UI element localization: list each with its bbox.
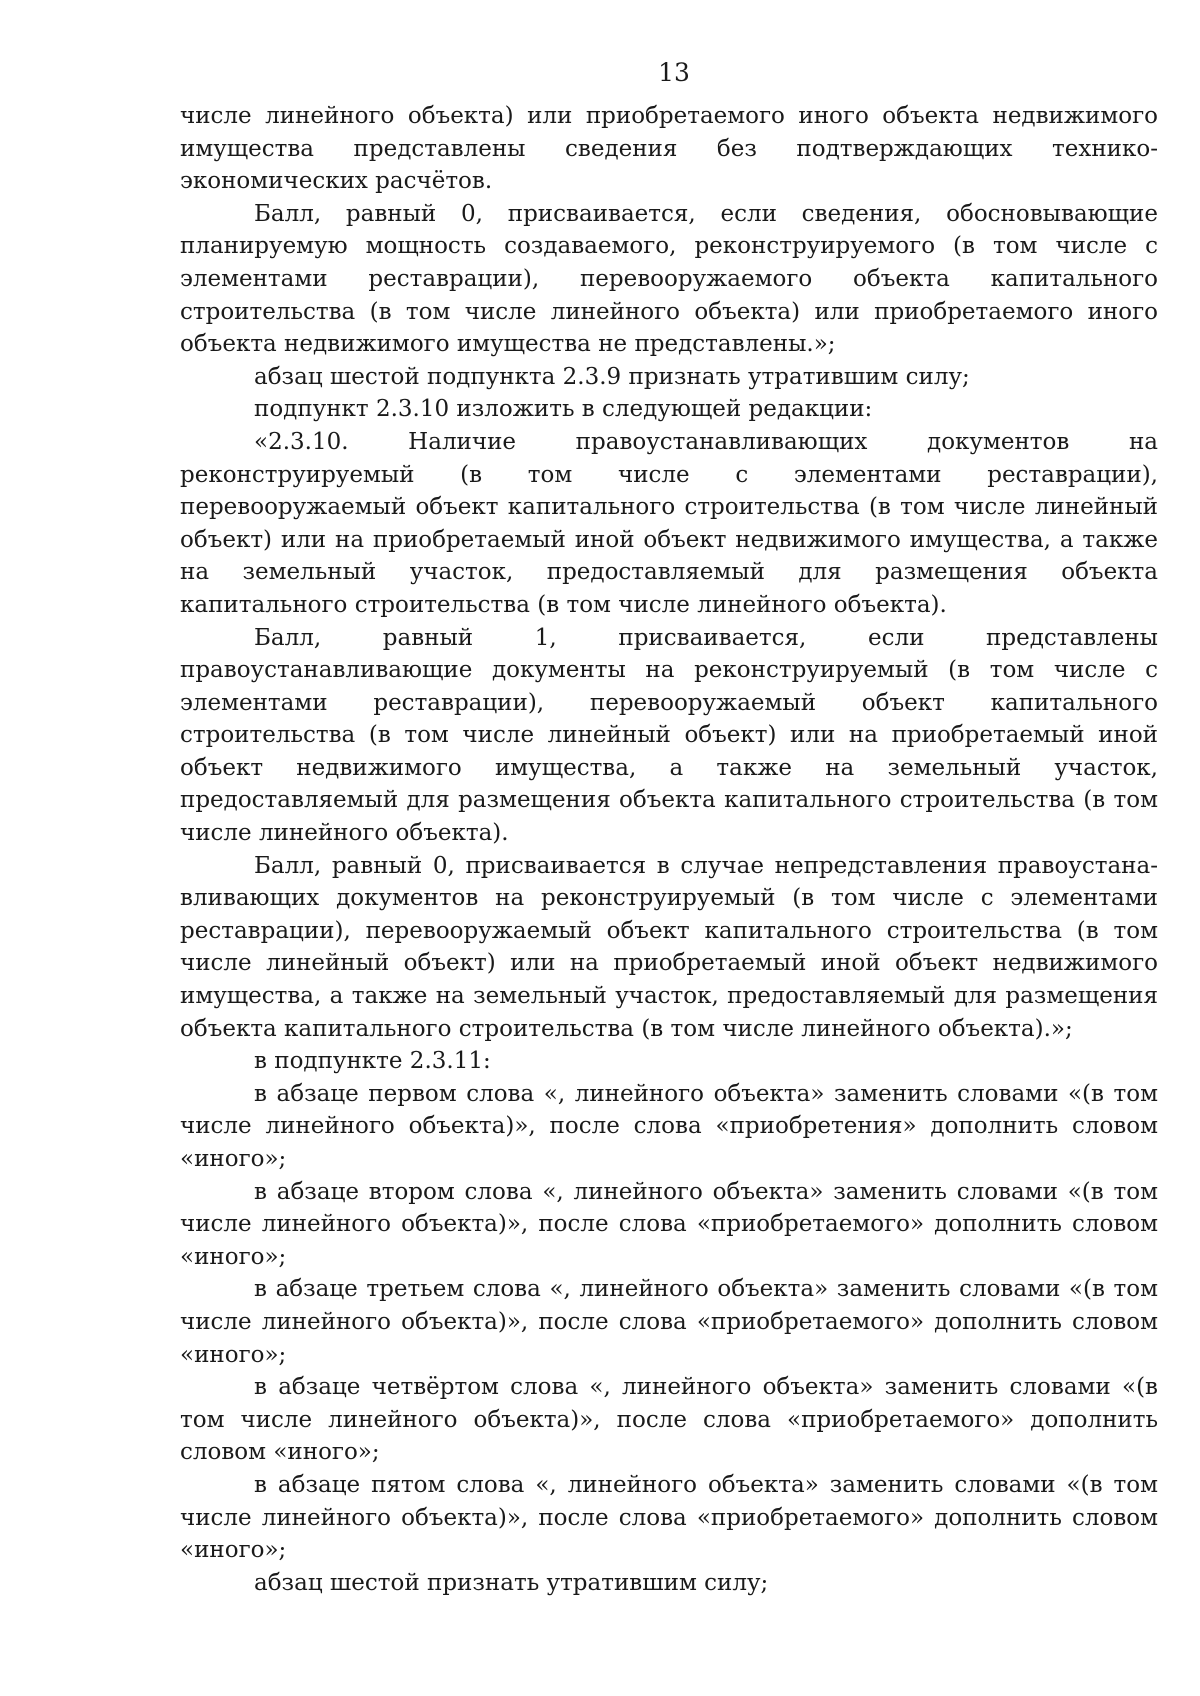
paragraph: в абзаце втором слова «, линейного объекта» заменить словами «(в том числе линейного объекта)», после слова «приобретаемого» дополнить словом «иного»;	[180, 1178, 1158, 1270]
paragraph-continuation: числе линейного объекта) или приобретаемого иного объекта недвижимого имущества представлены сведения без подтверждающих технико-экономических расчётов.	[180, 103, 1158, 195]
paragraph: подпункт 2.3.10 изложить в следующей редакции:	[254, 396, 873, 423]
paragraph: абзац шестой подпункта 2.3.9 признать утратившим силу;	[254, 363, 970, 390]
paragraph: в абзаце третьем слова «, линейного объекта» заменить словами «(в том числе линейного объекта)», после слова «приобретаемого» дополнить словом «иного»;	[180, 1276, 1158, 1368]
paragraph: в абзаце четвёртом слова «, линейного объекта» заменить словами «(в том числе линейного объекта)», после слова «приобретаемого» дополнить словом «иного»;	[180, 1374, 1158, 1466]
document-body	[180, 100, 1158, 1599]
paragraph: в абзаце первом слова «, линейного объекта» заменить словами «(в том числе линейного объекта)», после слова «приобретения» дополнить словом «иного»;	[180, 1080, 1158, 1172]
paragraph: в подпункте 2.3.11:	[254, 1048, 491, 1075]
paragraph: Балл, равный 1, присваивается, если представлены правоустанавливающие документы на реконструируемый (в том числе с элементами реставрации), перевооружаемый объект капитального строительства (в том числе линейный объект) или на приобретаемый иной объект недвижимого имущества, а также на земельный участок, предоставляемый для размещения объекта капитального строительства (в том числе линейного объекта).	[180, 624, 1158, 847]
paragraph: абзац шестой признать утратившим силу;	[254, 1569, 769, 1596]
paragraph: Балл, равный 0, присваивается в случае непредставления правоустанавливающих документов на реконструируемый (в том числе с элементами реставрации), перевооружаемый объект капитального строительства (в том числе линейный объект) или на приобретаемый иной объект недвижимого имущества, а также на земельный участок, предоставляемый для размещения объекта капитального строительства (в том числе линейного объекта).»;	[180, 852, 1158, 1042]
paragraph: «2.3.10. Наличие правоустанавливающих документов на реконструируемый (в том числе с элементами реставрации), перевооружаемый объект капитального строительства (в том числе линейный объект) или на приобретаемый иной объект недвижимого имущества, а также на земельный участок, предоставляемый для размещения объекта капитального строительства (в том числе линейного объекта).	[180, 428, 1158, 618]
paragraph: Балл, равный 0, присваивается, если сведения, обосновывающие планируемую мощность создаваемого, реконструируемого (в том числе с элементами реставрации), перевооружаемого объекта капитального строительства (в том числе линейного объекта) или приобретаемого иного объекта недвижимого имущества не представлены.»;	[180, 200, 1158, 358]
paragraph: в абзаце пятом слова «, линейного объекта» заменить словами «(в том числе линейного объекта)», после слова «приобретаемого» дополнить словом «иного»;	[180, 1471, 1158, 1564]
page-number: 13	[658, 58, 690, 87]
